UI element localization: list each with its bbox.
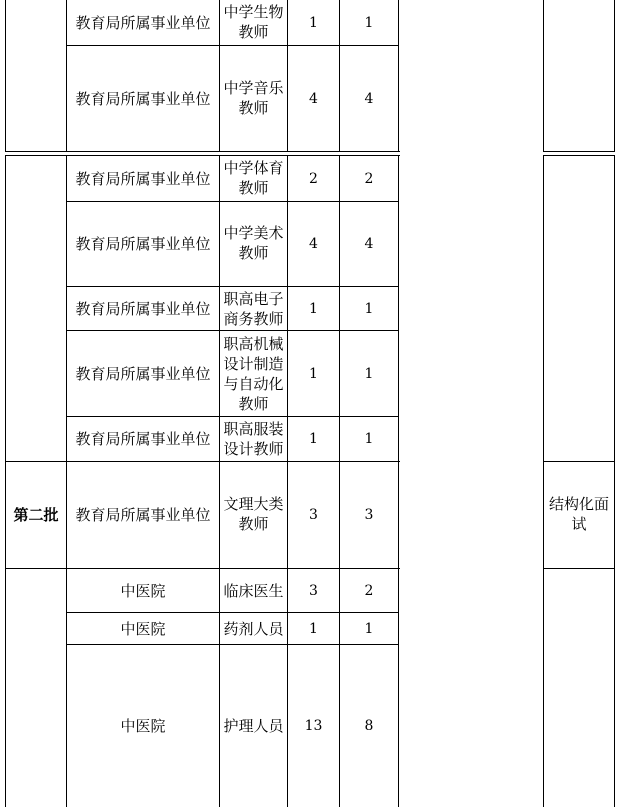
- grid-line: [543, 0, 544, 152]
- unit-cell: 教育局所属事业单位: [75, 430, 211, 448]
- unit-cell: 中医院: [120, 581, 166, 600]
- hire-count-cell: 2: [364, 582, 374, 599]
- grid-line: [543, 568, 615, 569]
- unit-cell: 教育局所属事业单位: [75, 299, 211, 318]
- unit-cell: 教育局所属事业单位: [75, 506, 211, 524]
- position-cell: 中学体育教师: [223, 159, 284, 197]
- hire-count-cell: 3: [364, 507, 374, 523]
- grid-line: [543, 155, 544, 807]
- positions-count-cell: 4: [309, 90, 318, 107]
- unit-cell: 教育局所属事业单位: [75, 364, 211, 383]
- positions-count-cell: 2: [309, 170, 318, 187]
- position-cell: 中学生物教师: [223, 3, 284, 41]
- unit-cell: 教育局所属事业单位: [75, 13, 211, 32]
- hire-count-cell: 4: [364, 236, 374, 252]
- positions-count-cell: 3: [309, 507, 318, 523]
- method-cell: 结构化面试: [548, 495, 609, 533]
- position-cell: 药剂人员: [223, 619, 284, 638]
- grid-line: [543, 151, 615, 152]
- grid-line: [398, 0, 399, 152]
- positions-count-cell: 4: [309, 236, 318, 252]
- batch-label: 第二批: [13, 506, 59, 524]
- unit-cell: 中医院: [120, 619, 166, 638]
- position-cell: 职高服装设计教师: [223, 420, 284, 458]
- positions-count-cell: 1: [309, 14, 318, 31]
- hire-count-cell: 2: [364, 170, 374, 187]
- grid-line: [614, 0, 615, 152]
- position-cell: 职高机械设计制造与自动化教师: [223, 334, 284, 413]
- positions-count-cell: 1: [309, 431, 318, 447]
- positions-count-cell: 1: [309, 300, 318, 317]
- hire-count-cell: 1: [364, 300, 374, 317]
- positions-count-cell: 13: [304, 718, 323, 734]
- hire-count-cell: 1: [364, 365, 374, 382]
- positions-count-cell: 1: [309, 620, 318, 637]
- grid-line: [543, 155, 615, 156]
- position-cell: 中学美术教师: [223, 224, 284, 262]
- unit-cell: 中医院: [120, 717, 166, 735]
- grid-line: [543, 461, 615, 462]
- position-cell: 护理人员: [223, 717, 284, 735]
- grid-line: [398, 155, 399, 807]
- positions-count-cell: 3: [309, 582, 318, 599]
- position-cell: 中学音乐教师: [223, 79, 284, 117]
- hire-count-cell: 8: [364, 718, 374, 734]
- hire-count-cell: 4: [364, 90, 374, 107]
- hire-count-cell: 1: [364, 620, 374, 637]
- hire-count-cell: 1: [364, 431, 374, 447]
- position-cell: 文理大类教师: [223, 495, 284, 533]
- unit-cell: 教育局所属事业单位: [75, 89, 211, 108]
- grid-line: [5, 0, 6, 152]
- grid-line: [614, 155, 615, 807]
- unit-cell: 教育局所属事业单位: [75, 169, 211, 188]
- position-cell: 临床医生: [223, 581, 284, 600]
- unit-cell: 教育局所属事业单位: [75, 235, 211, 253]
- position-cell: 职高电子商务教师: [223, 289, 284, 328]
- grid-line: [5, 151, 400, 152]
- hire-count-cell: 1: [364, 14, 374, 31]
- positions-count-cell: 1: [309, 365, 318, 382]
